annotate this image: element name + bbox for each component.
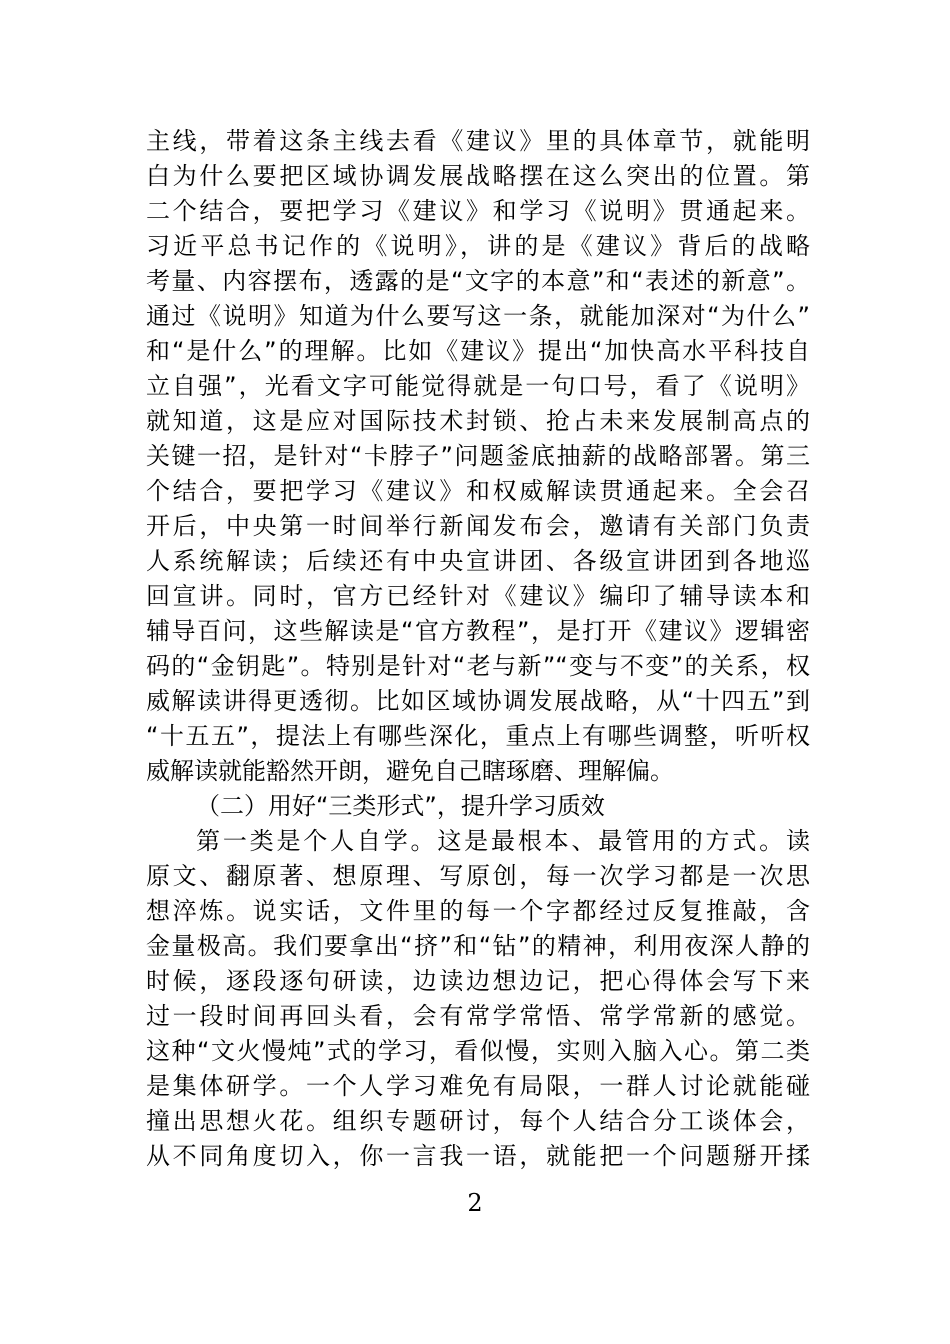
text-line: 时候，逐段逐句研读，边读边想边记，把心得体会写下来 xyxy=(146,967,810,995)
text-line: 考量、内容摆布，透露的是“文字的本意”和“表述的新意”。 xyxy=(146,267,810,295)
text-line: 辅导百问，这些解读是“官方教程”，是打开《建议》逻辑密 xyxy=(146,617,810,645)
text-line: 白为什么要把区域协调发展战略摆在这么突出的位置。第 xyxy=(146,162,810,190)
section-heading: （二）用好“三类形式”，提升学习质效 xyxy=(196,792,605,820)
text-line: 就知道，这是应对国际技术封锁、抢占未来发展制高点的 xyxy=(146,407,810,435)
text-line: “十五五”，提法上有哪些深化，重点上有哪些调整，听听权 xyxy=(146,722,810,750)
text-line: 开后，中央第一时间举行新闻发布会，邀请有关部门负责 xyxy=(146,512,810,540)
text-line: 撞出思想火花。组织专题研讨，每个人结合分工谈体会， xyxy=(146,1107,810,1135)
paragraph-first-line: 第一类是个人自学。这是最根本、最管用的方式。读 xyxy=(196,827,810,855)
text-line: 主线，带着这条主线去看《建议》里的具体章节，就能明 xyxy=(146,127,810,155)
text-line: 过一段时间再回头看，会有常学常悟、常学常新的感觉。 xyxy=(146,1002,810,1030)
text-line: 金量极高。我们要拿出“挤”和“钻”的精神，利用夜深人静的 xyxy=(146,932,810,960)
text-line: 关键一招，是针对“卡脖子”问题釜底抽薪的战略部署。第三 xyxy=(146,442,810,470)
text-line: 想淬炼。说实话，文件里的每一个字都经过反复推敲，含 xyxy=(146,897,810,925)
text-line: 是集体研学。一个人学习难免有局限，一群人讨论就能碰 xyxy=(146,1072,810,1100)
text-line: 人系统解读；后续还有中央宣讲团、各级宣讲团到各地巡 xyxy=(146,547,810,575)
text-line: 从不同角度切入，你一言我一语，就能把一个问题掰开揉 xyxy=(146,1142,810,1170)
text-line: 个结合，要把学习《建议》和权威解读贯通起来。全会召 xyxy=(146,477,810,505)
text-line: 威解读讲得更透彻。比如区域协调发展战略，从“十四五”到 xyxy=(146,687,810,715)
text-line: 原文、翻原著、想原理、写原创，每一次学习都是一次思 xyxy=(146,862,810,890)
text-line: 立自强”，光看文字可能觉得就是一句口号，看了《说明》 xyxy=(146,372,810,400)
text-line: 通过《说明》知道为什么要写这一条，就能加深对“为什么” xyxy=(146,302,810,330)
text-line: 回宣讲。同时，官方已经针对《建议》编印了辅导读本和 xyxy=(146,582,810,610)
text-line: 习近平总书记作的《说明》，讲的是《建议》背后的战略 xyxy=(146,232,810,260)
paragraph-end-line: 威解读就能豁然开朗，避免自己瞎琢磨、理解偏。 xyxy=(146,757,674,785)
text-line: 这种“文火慢炖”式的学习，看似慢，实则入脑入心。第二类 xyxy=(146,1037,810,1065)
page-number: 2 xyxy=(467,1189,483,1217)
text-line: 二个结合，要把学习《建议》和学习《说明》贯通起来。 xyxy=(146,197,810,225)
text-line: 码的“金钥匙”。特别是针对“老与新”“变与不变”的关系，权 xyxy=(146,652,810,680)
text-line: 和“是什么”的理解。比如《建议》提出“加快高水平科技自 xyxy=(146,337,810,365)
